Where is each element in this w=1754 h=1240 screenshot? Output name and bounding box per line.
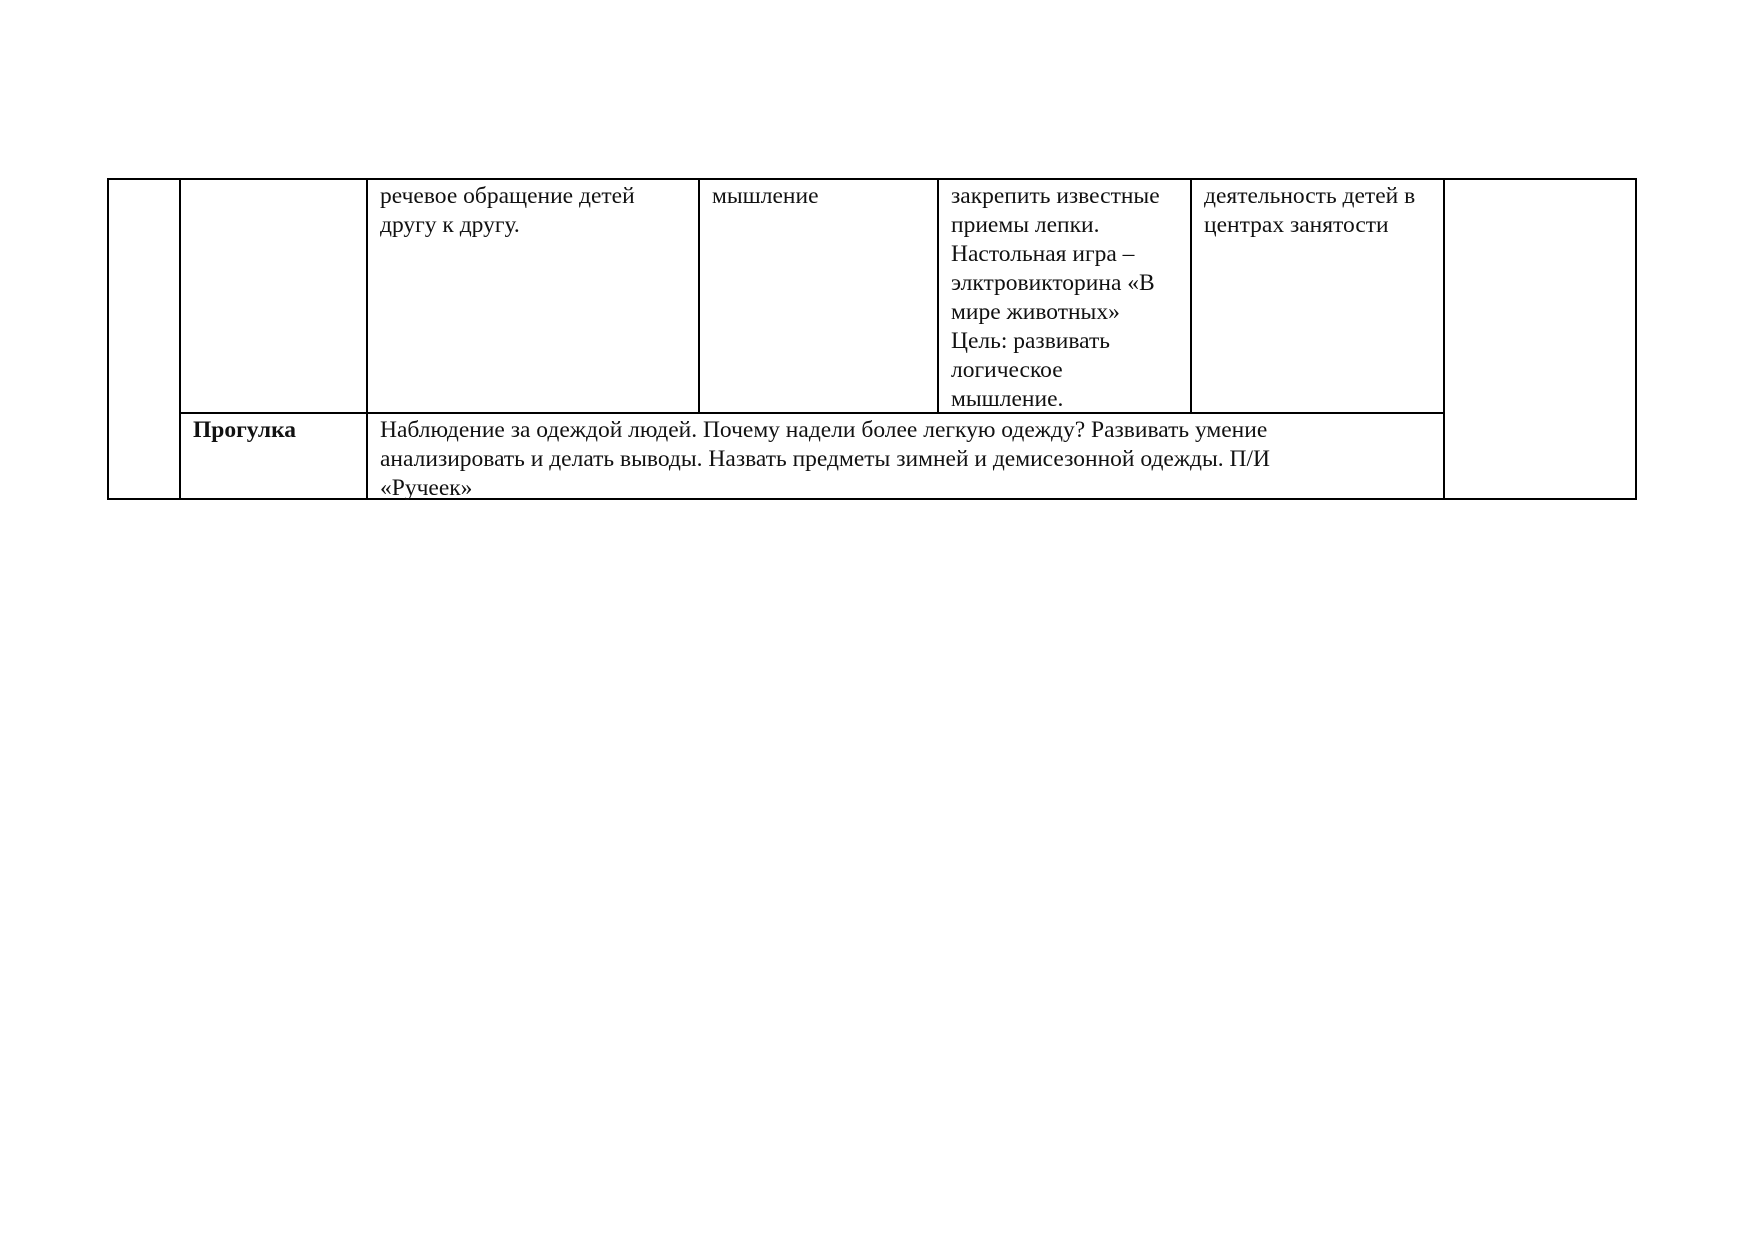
table-row-label-walk: Прогулка xyxy=(193,417,297,443)
table-cell-modeling-game: закрепить известные приемы лепки. Настольная игра – элктровикторина «В мире животных» Цель: развивать логическое мышление. xyxy=(951,183,1160,412)
column-divider xyxy=(179,180,181,498)
column-divider xyxy=(937,180,939,412)
column-divider xyxy=(366,180,368,498)
row-divider xyxy=(179,412,1445,414)
table-cell-walk-description: Наблюдение за одеждой людей. Почему надели более легкую одежду? Развивать умение анализировать и делать выводы. Назвать предметы зимней и демисезонной одежды. П/И «Ручеек» xyxy=(380,417,1271,501)
column-divider xyxy=(1443,180,1445,498)
table-cell-activity: деятельность детей в центрах занятости xyxy=(1204,183,1416,238)
table-cell-thinking: мышление xyxy=(712,183,819,209)
column-divider xyxy=(698,180,700,412)
column-divider xyxy=(1190,180,1192,412)
table-cell-speech: речевое обращение детей другу к другу. xyxy=(380,183,635,238)
plan-table xyxy=(107,178,1637,500)
